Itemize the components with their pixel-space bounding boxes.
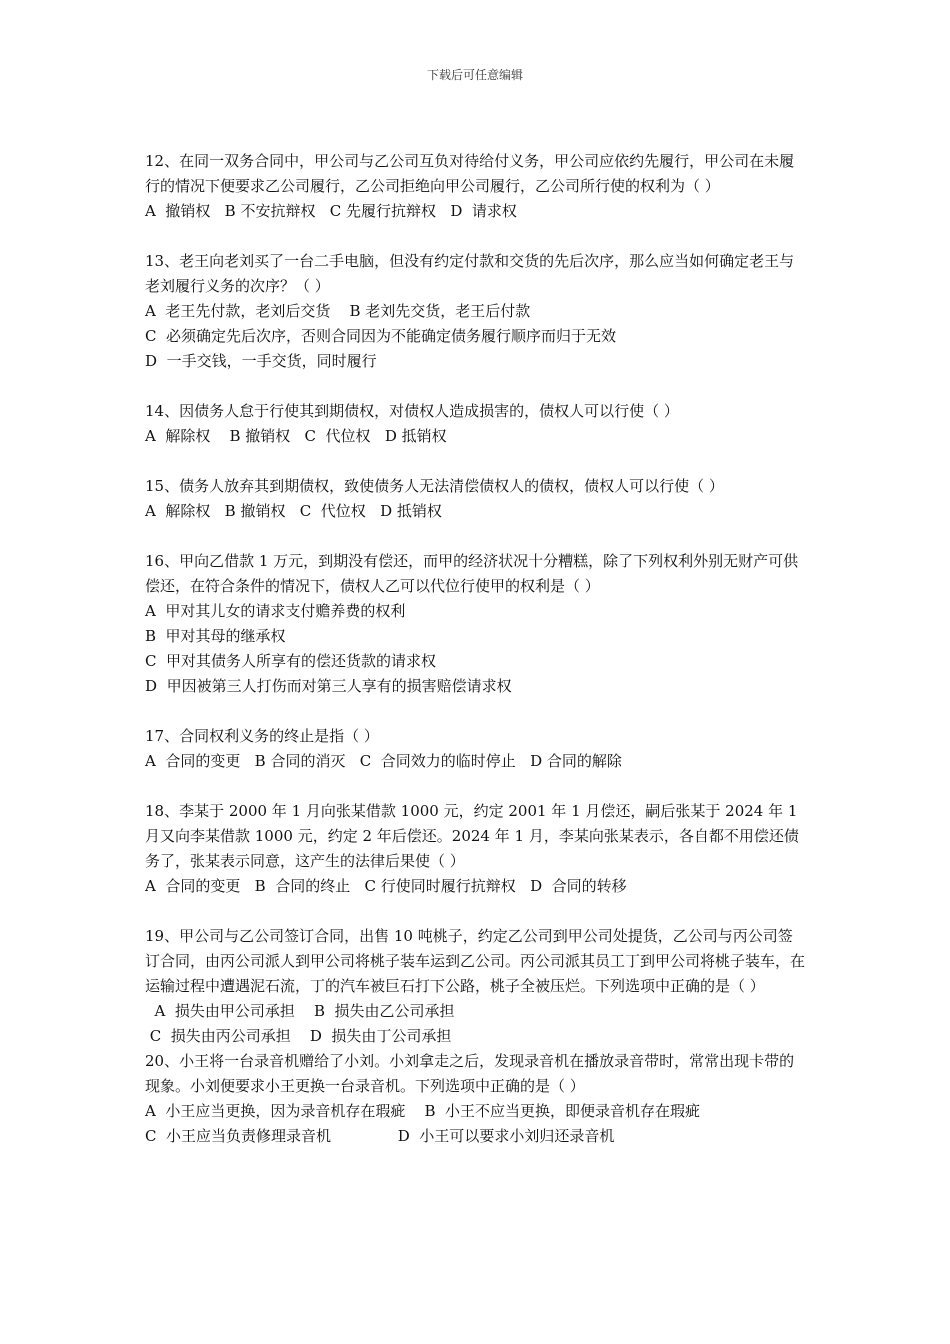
question-text: 13、老王向老刘买了一台二手电脑，但没有约定付款和交货的先后次序，那么应当如何确定老王与老刘履行义务的次序？（ ） — [145, 252, 795, 295]
question-text: 19、甲公司与乙公司签订合同，出售 10 吨桃子，约定乙公司到甲公司处提货，乙公司与丙公司签订合同，由丙公司派人到甲公司将桃子装车运到乙公司。丙公司派其员工丁到甲公司将桃子装车，在运输过程中遭遇泥石流，丁的汽车被巨石打下公路，桃子全被压烂。下列选项中正确的是（ ） — [145, 927, 806, 995]
question-text: 15、债务人放弃其到期债权，致使债务人无法清偿债权人的债权，债权人可以行使（ ） — [145, 477, 724, 495]
option-line: C 甲对其债务人所享有的偿还货款的请求权 — [145, 652, 437, 670]
spacer — [145, 699, 807, 724]
option-line: A 合同的变更 B 合同的终止 C 行使同时履行抗辩权 D 合同的转移 — [145, 877, 627, 895]
option-line: A 甲对其儿女的请求支付赡养费的权利 — [145, 602, 406, 620]
option-line: D 一手交钱，一手交货，同时履行 — [145, 352, 377, 370]
question-text: 12、在同一双务合同中，甲公司与乙公司互负对待给付义务，甲公司应依约先履行，甲公司在未履行的情况下便要求乙公司履行，乙公司拒绝向甲公司履行，乙公司所行使的权利为（ ） — [145, 152, 795, 195]
question-text: 17、合同权利义务的终止是指（ ） — [145, 727, 379, 745]
question-12 — [145, 149, 807, 224]
option-line: A 解除权 B 撤销权 C 代位权 D 抵销权 — [145, 427, 447, 445]
question-14 — [145, 399, 807, 449]
spacer — [145, 224, 807, 249]
option-line: D 甲因被第三人打伤而对第三人享有的损害赔偿请求权 — [145, 677, 512, 695]
question-17 — [145, 724, 807, 774]
spacer — [145, 374, 807, 399]
question-13 — [145, 249, 807, 374]
question-20 — [145, 1049, 807, 1149]
question-19 — [145, 924, 807, 1049]
question-text: 16、甲向乙借款 1 万元，到期没有偿还，而甲的经济状况十分糟糕，除了下列权利外别无财产可供偿还，在符合条件的情况下，债权人乙可以代位行使甲的权利是（ ） — [145, 552, 799, 595]
question-16 — [145, 549, 807, 699]
spacer — [145, 899, 807, 924]
question-15 — [145, 474, 807, 524]
question-text: 20、小王将一台录音机赠给了小刘。小刘拿走之后，发现录音机在播放录音带时，常常出现卡带的现象。小刘便要求小王更换一台录音机。下列选项中正确的是（ ） — [145, 1052, 795, 1095]
question-18 — [145, 799, 807, 899]
spacer — [145, 774, 807, 799]
question-text: 14、因债务人怠于行使其到期债权，对债权人造成损害的，债权人可以行使（ ） — [145, 402, 679, 420]
option-line: A 损失由甲公司承担 B 损失由乙公司承担 — [145, 1002, 455, 1020]
option-line: C 必须确定先后次序，否则合同因为不能确定债务履行顺序而归于无效 — [145, 327, 617, 345]
option-line: A 撤销权 B 不安抗辩权 C 先履行抗辩权 D 请求权 — [145, 202, 517, 220]
option-line: C 小王应当负责修理录音机 D 小王可以要求小刘归还录音机 — [145, 1127, 615, 1145]
option-line: C 损失由丙公司承担 D 损失由丁公司承担 — [145, 1027, 452, 1045]
option-line: A 解除权 B 撤销权 C 代位权 D 抵销权 — [145, 502, 442, 520]
question-list — [145, 149, 807, 1149]
spacer — [145, 449, 807, 474]
option-line: A 合同的变更 B 合同的消灭 C 合同效力的临时停止 D 合同的解除 — [145, 752, 622, 770]
page-header: 下载后可任意编辑 — [426, 68, 523, 82]
spacer — [145, 524, 807, 549]
option-line: B 甲对其母的继承权 — [145, 627, 286, 645]
option-line: A 小王应当更换，因为录音机存在瑕疵 B 小王不应当更换，即便录音机存在瑕疵 — [145, 1102, 701, 1120]
question-text: 18、李某于 2000 年 1 月向张某借款 1000 元，约定 2001 年 1 月偿还，嗣后张某于 2024 年 1 月又向李某借款 1000 元，约定 2 年后偿还。2024 年 1 月，李某向张某表示，各自都不用偿还债务了，张某表示同意，这产生的法律后果使（ ） — [145, 802, 799, 870]
option-line: A 老王先付款，老刘后交货 B 老刘先交货，老王后付款 — [145, 302, 531, 320]
